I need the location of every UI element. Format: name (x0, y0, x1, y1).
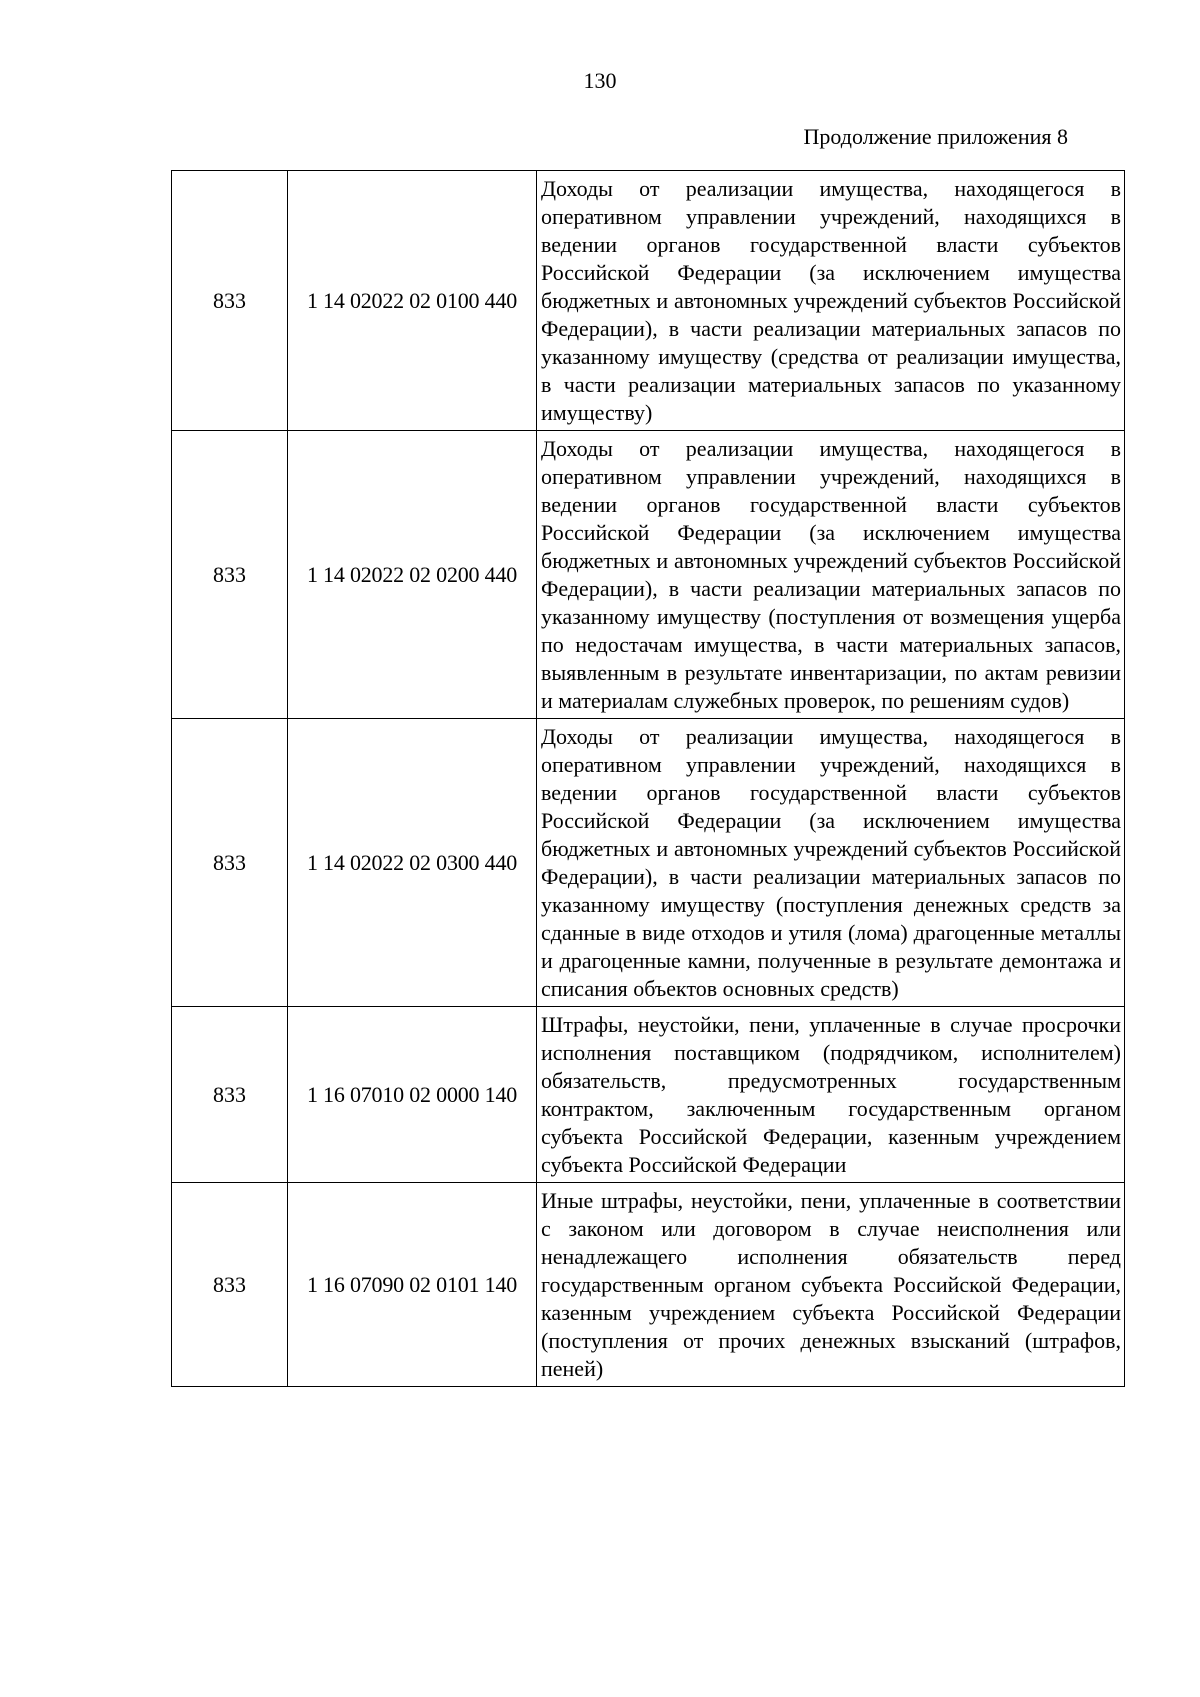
admin-code-cell: 833 (172, 431, 288, 719)
table-row (172, 719, 1125, 1007)
description-cell: Доходы от реализации имущества, находящегося в оперативном управлении учреждений, находящихся в ведении органов государственной власти субъектов Российской Федерации (за исключением имущества бюджетных и автономных учреждений субъектов Российской Федерации), в части реализации материальных запасов по указанному имуществу (средства от реализации имущества, в части реализации материальных запасов по указанному имуществу) (537, 171, 1125, 431)
table-row (172, 171, 1125, 431)
budget-code-cell: 1 14 02022 02 0200 440 (288, 431, 537, 719)
budget-code-cell: 1 16 07010 02 0000 140 (288, 1007, 537, 1183)
budget-code-cell: 1 14 02022 02 0100 440 (288, 171, 537, 431)
budget-code-cell: 1 16 07090 02 0101 140 (288, 1183, 537, 1387)
budget-codes-table (171, 170, 1125, 1387)
description-cell: Штрафы, неустойки, пени, уплаченные в случае просрочки исполнения поставщиком (подрядчиком, исполнителем) обязательств, предусмотренных государственным контрактом, заключенным государственным органом субъекта Российской Федерации, казенным учреждением субъекта Российской Федерации (537, 1007, 1125, 1183)
admin-code-cell: 833 (172, 171, 288, 431)
table-row (172, 1007, 1125, 1183)
admin-code-cell: 833 (172, 1183, 288, 1387)
budget-code-cell: 1 14 02022 02 0300 440 (288, 719, 537, 1007)
table-row (172, 431, 1125, 719)
description-cell: Доходы от реализации имущества, находящегося в оперативном управлении учреждений, находящихся в ведении органов государственной власти субъектов Российской Федерации (за исключением имущества бюджетных и автономных учреждений субъектов Российской Федерации), в части реализации материальных запасов по указанному имуществу (поступления от возмещения ущерба по недостачам имущества, в части материальных запасов, выявленным в результате инвентаризации, по актам ревизии и материалам служебных проверок, по решениям судов) (537, 431, 1125, 719)
admin-code-cell: 833 (172, 1007, 288, 1183)
table-row (172, 1183, 1125, 1387)
description-cell: Иные штрафы, неустойки, пени, уплаченные в соответствии с законом или договором в случае неисполнения или ненадлежащего исполнения обязательств перед государственным органом субъекта Российской Федерации, казенным учреждением субъекта Российской Федерации (поступления от прочих денежных взысканий (штрафов, пеней) (537, 1183, 1125, 1387)
appendix-continuation-note: Продолжение приложения 8 (803, 124, 1068, 149)
admin-code-cell: 833 (172, 719, 288, 1007)
page-number: 130 (583, 68, 617, 93)
description-cell: Доходы от реализации имущества, находящегося в оперативном управлении учреждений, находящихся в ведении органов государственной власти субъектов Российской Федерации (за исключением имущества бюджетных и автономных учреждений субъектов Российской Федерации), в части реализации материальных запасов по указанному имуществу (поступления денежных средств за сданные в виде отходов и утиля (лома) драгоценные металлы и драгоценные камни, полученные в результате демонтажа и списания объектов основных средств) (537, 719, 1125, 1007)
